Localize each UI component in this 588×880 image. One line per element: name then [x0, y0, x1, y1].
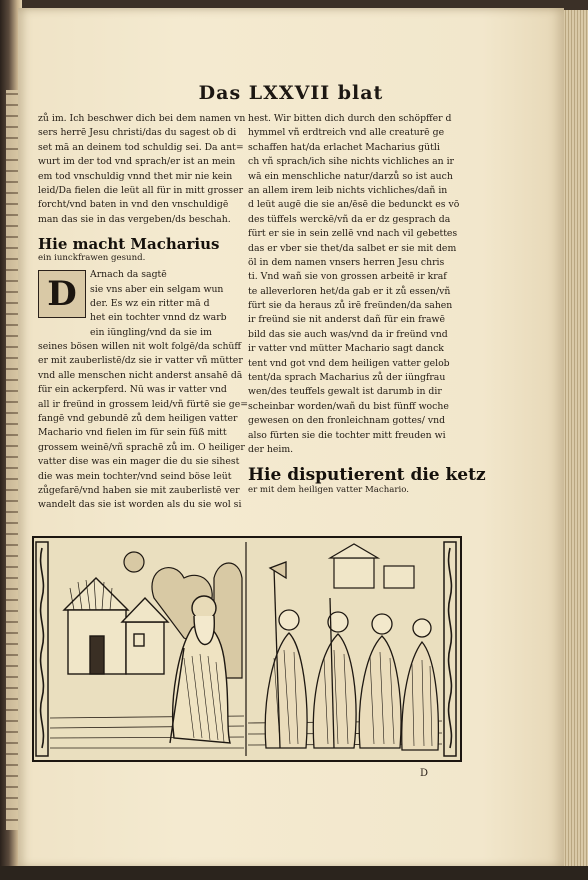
- text-line: ir freünd sie nit anderst dañ für ein frawē: [248, 314, 445, 326]
- right-column: [248, 112, 486, 500]
- left-column: [38, 112, 250, 513]
- text-line: des tüffels werckē/vñ da er dz gesprach da: [248, 213, 451, 225]
- rubric-heading-disputation: Hie disputierent die ketz: [248, 465, 486, 486]
- text-line: seines bösen willen nit wolt folgē/da schüff: [38, 341, 242, 353]
- decorated-initial: D: [38, 270, 86, 318]
- text-line: ir vatter vnd mütter Machario sagt danck: [248, 343, 444, 355]
- page-stack-right: [560, 10, 588, 866]
- book-page: [18, 8, 564, 868]
- text-line: bild das sie auch was/vnd da ir freünd vnd: [248, 328, 448, 340]
- rubric-subheading: ein iunckfrawen gesund.: [38, 253, 146, 264]
- text-line: zůgefarē/vnd haben sie mit zauberlistē ver: [38, 484, 240, 496]
- text-line: er mit zauberlistē/dz sie ir vatter vñ mütter: [38, 355, 243, 367]
- left-text-bottom: [38, 340, 250, 513]
- folio-mark: D: [420, 768, 429, 779]
- text-line: fangē vnd gebundē zů dem heiligen vatter: [38, 413, 238, 425]
- text-line: tent/da sprach Macharius zů der iüngfrau: [248, 372, 446, 384]
- text-line: d leüt augē die sie an/ēsē die bedunckt es vō: [248, 199, 460, 211]
- rubric-subheading-disputation: er mit dem heiligen vatter Machario.: [248, 485, 410, 496]
- right-text: [248, 112, 460, 457]
- text-line: set mā an deinem tod schuldig sei. Da ant=: [38, 141, 244, 153]
- text-line: das er vber sie thet/da salbet er sie mit dem: [248, 242, 457, 254]
- text-line: der. Es wz ein ritter mā d: [90, 297, 210, 309]
- text-line: ch vñ sprach/ich sihe nichts vichliches an ir: [248, 156, 455, 168]
- text-line: Arnach da sagtē: [90, 269, 167, 281]
- text-line: ti. Vnd wañ sie von grossen arbeitē ir kraf: [248, 271, 447, 283]
- text-line: wandelt das sie ist worden als du sie wol si: [38, 499, 242, 511]
- text-line: gewesen on den fronleichnam gottes/ vnd: [248, 415, 446, 427]
- text-line: fürt er sie in sein zellē vnd nach vil gebettes: [248, 228, 458, 240]
- text-line: ein iüngling/vnd da sie im: [90, 326, 212, 338]
- initial-paragraph: [38, 268, 250, 340]
- text-line: hest. Wir bitten dich durch den schöpffer d: [248, 113, 452, 124]
- rubric-heading-macharius: Hie macht Macharius: [38, 235, 220, 254]
- bottom-edge: [0, 866, 588, 880]
- text-line: also fürten sie die tochter mitt freuden wi: [248, 429, 446, 441]
- text-line: tent vnd got vnd dem heiligen vatter gelob: [248, 357, 450, 369]
- text-line: an allem irem leib nichts vichliches/dañ in: [248, 184, 448, 196]
- text-line: forcht/vnd baten in vnd den vnschuldigē: [38, 199, 229, 211]
- text-line: scheinbar worden/wañ du bist fünff woche: [248, 400, 449, 412]
- text-line: hymmel vñ erdtreich vnd alle creaturē ge: [248, 127, 445, 139]
- woodcut-image: [34, 538, 460, 760]
- text-line: man das sie in das vergeben/ds beschah.: [38, 213, 231, 225]
- left-text-top: [38, 112, 250, 227]
- text-line: wen/des teuffels gewalt ist darumb in dir: [248, 386, 442, 398]
- text-line: Machario vnd fielen im für sein füß mitt: [38, 427, 227, 439]
- text-line: die was mein tochter/vnd seind böse leüt: [38, 470, 232, 482]
- text-line: leid/Da fielen die leüt all für in mitt grosser: [38, 184, 244, 196]
- page-header: Das LXXVII blat: [198, 82, 384, 104]
- text-line: grossem weinē/vñ sprachē zů im. O heiliger: [38, 441, 245, 453]
- text-line: für ein ackerpferd. Nū was ir vatter vnd: [38, 384, 227, 396]
- text-line: schaffen hat/da erlachet Macharius gütli: [248, 141, 440, 153]
- text-line: sie vns aber ein selgam wun: [90, 283, 224, 295]
- text-line: wurt im der tod vnd sprach/er ist an mein: [38, 156, 236, 168]
- text-line: vatter dise was ein mager die du sie sihest: [38, 456, 240, 468]
- text-line: fürt sie da heraus zů irē freünden/da sahen: [248, 300, 453, 312]
- text-line: öl in dem namen vnsers herren Jesu chris: [248, 256, 445, 268]
- woodcut-illustration: [32, 536, 462, 762]
- text-line: all ir freünd in grossem leid/vñ fürtē sie ge=: [38, 398, 249, 410]
- text-line: sers herrē Jesu christi/das du sagest ob di: [38, 127, 237, 139]
- text-line: te alleverloren het/da gab er it zů essen/vñ: [248, 285, 451, 297]
- text-line: vnd alle menschen nicht anderst ansahē dā: [38, 369, 243, 381]
- text-line: em tod vnschuldig vnnd thet mir nie kein: [38, 170, 233, 182]
- text-line: wā ein menschliche natur/darzů so ist auch: [248, 170, 453, 182]
- text-line: zů im. Ich beschwer dich bei dem namen vn: [38, 113, 246, 124]
- text-line: der heim.: [248, 443, 294, 455]
- text-line: het ein tochter vnnd dz warb: [90, 312, 227, 324]
